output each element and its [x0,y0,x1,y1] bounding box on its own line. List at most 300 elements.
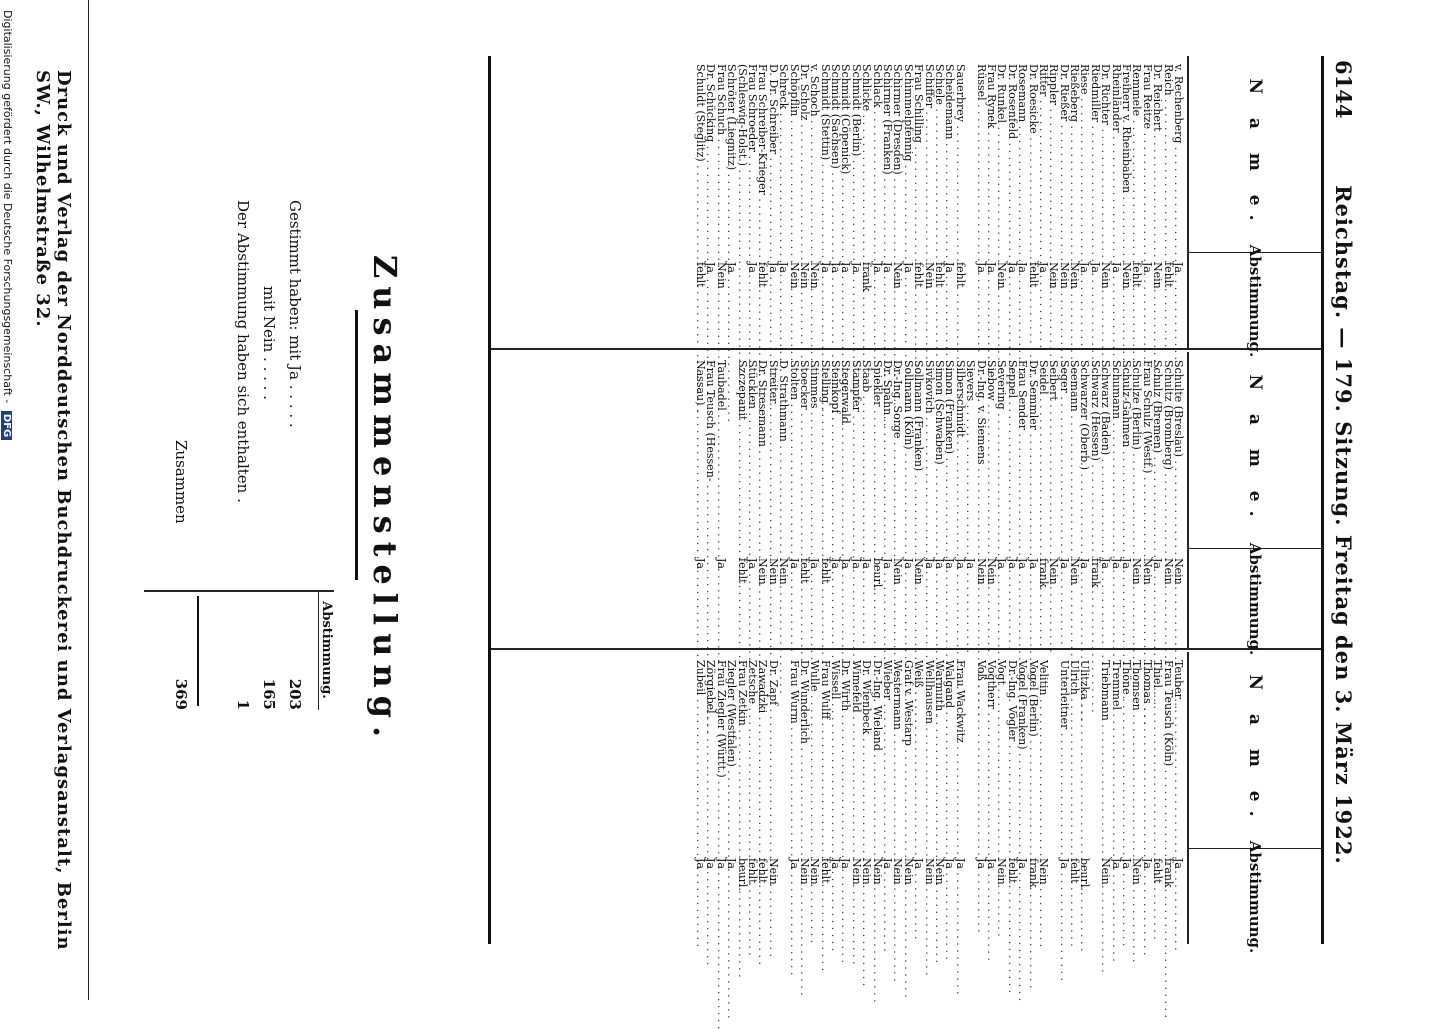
member-name: Velitin . . . [1038,660,1048,846]
member-name: Frau Ziegler (Württ.) . . . [715,660,725,846]
member-vote: fehlt [1161,262,1175,288]
member-vote: Nein [974,558,988,585]
table-row [851,56,861,348]
member-name: Dr.-Ing. Vögler . . . [1006,660,1016,846]
member-vote: Nein [756,558,770,585]
member-vote: Ja [870,262,884,273]
member-vote: fehlt [933,262,947,288]
member-vote: Nein [787,262,801,289]
member-vote: Ja [725,262,739,273]
member-name: Warmuth . . . [934,660,944,846]
page-header [1322,0,1362,1000]
member-name: Stampfer . . . [850,360,860,546]
member-name: Frau Teusch (Köln) . . . [1162,660,1172,846]
member-vote: Ja [1172,858,1185,869]
vote-header: Abstimmung. [1246,542,1264,656]
member-name: Schultz (Bromberg) . . . [1162,360,1172,546]
member-vote: Ja [1078,262,1092,273]
member-name: Simon (Schwaben) . . . [934,360,944,546]
member-vote: Ja [984,858,998,869]
member-vote: fehlt [1005,858,1019,884]
member-name: Dr.-Ing. Wieland . . . [871,660,881,846]
summary-total-rule [197,596,199,706]
member-name: Rießeberg . . . [1069,64,1079,250]
member-vote: Ja [839,558,853,569]
member-vote: Ja [704,262,718,273]
member-vote: Ja [1016,858,1030,869]
member-name: Westermann . . . [892,660,902,846]
member-name: Sievers . . . [965,360,975,546]
name-header: N a m e. [1189,56,1321,253]
member-name: Schmidt (Berlin) . . . [850,64,860,250]
member-vote: Ja [901,262,915,273]
member-vote: frank [1026,858,1040,888]
table-row [1088,56,1102,348]
member-vote: Ja [1120,858,1134,869]
member-vote: Ja [901,558,915,569]
member-vote: Ja [1005,558,1019,569]
member-name: Schlicke . . . [861,64,871,250]
summary-row-nein [258,200,278,720]
member-name: Stoecker . . . [799,360,809,546]
member-vote: Nein [1172,558,1185,585]
member-vote: Ja [777,262,791,273]
member-vote: Ja [849,558,863,569]
member-name: Szczepanit . . . [736,360,746,546]
member-name: Rippler . . . [1048,64,1058,250]
member-vote: fehlt [1026,262,1040,288]
member-name: Wellhausen . . . [923,660,933,846]
summary-row-ja [284,200,304,720]
member-name: Ulrich . . . [1069,660,1079,846]
member-vote: Ja [1109,558,1123,569]
dfg-logo: DFG [1,411,12,440]
column-header [1187,352,1321,656]
member-name: Schiffer . . . [923,64,933,250]
member-name: Dr. Zapf . . . [767,660,777,846]
table-column-2 [491,352,1321,656]
member-vote: Nein [891,262,905,289]
member-name: Dr. Wunderlich . . . [799,660,809,846]
table-row [974,56,988,348]
member-vote: Ja [953,858,967,869]
table-row [901,352,915,648]
member-name: Thöne . . . [1121,660,1131,846]
member-name: Schulze (Berlin) . . . [1131,360,1141,546]
member-name: Spiekler . . . [871,360,881,546]
member-name: Seidel . . . [1038,360,1048,546]
member-name: Schiele . . . [934,64,944,250]
member-name: Severing . . . [996,360,1006,546]
member-vote: Ja [829,558,843,569]
member-name: Zawadzki . . . [757,660,767,846]
member-name: Schulz (Bremen) . . . [1152,360,1162,546]
vote-header: Abstimmung. [1246,244,1264,358]
member-vote: fehlt [953,262,967,288]
summary-value: 1 [234,699,252,710]
member-name: Frau Schilling . . . [913,64,923,250]
table-row [851,652,861,944]
digitization-text: Digitalisierung gefördert durch die Deutsche Forschungsgemeinschaft - [1,10,14,404]
member-vote: fehlt [818,858,832,884]
member-name: D. Dr. Schreiber . . . [767,64,777,250]
member-vote: Ja [974,262,988,273]
member-name: Rüssel . . . [975,64,985,250]
member-name: Wissell . . . [830,660,840,846]
member-name: Stimmes . . . [809,360,819,546]
member-name: D. Strathmann . . . [778,360,788,546]
member-name: Dr. Schücking . . . [705,64,715,250]
member-vote: Ja [714,558,728,569]
member-name: Zörgiebel . . . [705,660,715,846]
member-vote: Ja [995,558,1009,569]
member-vote: Nein [995,262,1009,289]
member-name: Staab . . . [861,360,871,546]
member-vote: fehlt [735,558,749,584]
member-vote: Ja [1151,558,1165,569]
member-name: Voß . . . [975,660,985,846]
member-vote: Ja [745,262,759,273]
member-vote: Nein [777,558,791,585]
member-name: Dr. Wienbeck . . . [861,660,871,846]
member-vote: Ja [1140,262,1154,273]
member-vote: Ja [829,262,843,273]
member-vote: Ja [881,858,895,869]
member-vote: Nein [1047,558,1061,585]
member-name: Frau Wurm . . . [788,660,798,846]
member-vote: frank [1161,858,1175,888]
member-name: Dr. Semmler . . . [1027,360,1037,546]
member-name: Frau Reitze . . . [1141,64,1151,250]
member-name: Silberschmidt . . . [954,360,964,546]
member-name: Frau Sender . . . [1017,360,1027,546]
member-vote: fehlt [756,262,770,288]
table-row [694,56,708,348]
member-vote: Ja [725,858,739,869]
member-name: Frau Schreiber-Krieger . . . [757,64,767,250]
member-vote: Ja [766,262,780,273]
member-name: Ritter . . . [1038,64,1048,250]
member-name: Sollmann (Köln) . . . [902,360,912,546]
summary-value: 203 [286,678,304,710]
member-name: Schirmer (Franken) . . . [882,64,892,250]
member-vote: Nein [1161,558,1175,585]
table-row [735,352,749,648]
member-vote: Ja [1036,262,1050,273]
member-name: Stolten . . . [788,360,798,546]
table-row [974,652,988,944]
member-vote: Nein [995,858,1009,885]
member-name: Stegerwald . . . [840,360,850,546]
member-name: Schröter (Liegnitz) . . . [726,64,736,250]
member-name: Rosemann . . . [1017,64,1027,250]
member-vote: Ja [964,558,978,569]
row-spacer [1089,652,1099,944]
member-vote: Ja [839,858,853,869]
member-name: Frau Wulff . . . [819,660,829,846]
member-vote: Nein [808,858,822,885]
member-name: Sollmann (Franken) . . . [913,360,923,546]
member-name: Frau Wackwitz . . . [954,660,964,846]
member-vote: Ja [787,558,801,569]
member-name: Schreck . . . [778,64,788,250]
member-name: Dr. Rosenfeld . . . [1006,64,1016,250]
member-vote: Nein [870,858,884,885]
member-name: Frau Schuch . . . [715,64,725,250]
member-name: Scheidemann . . . [944,64,954,250]
member-vote: frank [1036,558,1050,588]
table-row [1088,352,1102,648]
member-vote: Ja [1057,558,1071,569]
summary-label: mit Nein . . . . . [260,286,278,400]
member-vote: fehlt [1151,858,1165,884]
row-list [695,352,1183,648]
member-vote: fehlt [694,262,708,288]
member-vote: Ja [1026,558,1040,569]
member-name: Schmidt (Cöpenick) . . . [840,64,850,250]
member-name: Vogtherr . . . [986,660,996,846]
member-name: (Schleswig-Holst.) . . . [736,64,746,250]
summary-column-header: Abstimmung. [318,590,334,710]
member-name: Unterleitner . . . [1058,660,1068,846]
member-name: Tremmel . . . [1110,660,1120,846]
member-name: Streiter . . . [767,360,777,546]
vote-table [488,56,1324,954]
member-vote: Nein [901,858,915,885]
member-vote: Nein [922,262,936,289]
summary-label: Gestimmt haben: mit Ja . . . . . [286,200,304,428]
member-name: Sivkovich . . . [923,360,933,546]
member-vote: Nein [1099,858,1113,885]
member-vote: Ja [1120,558,1134,569]
member-name: Steinkopf . . . [830,360,840,546]
member-name: v. Schoch . . . [809,64,819,250]
member-vote: Nein [1151,262,1165,289]
member-vote: frank [1088,558,1102,588]
member-name: Ulitzka . . . [1079,660,1089,846]
table-row [694,652,708,944]
member-vote: Ja [1057,858,1071,869]
member-vote: Ja [818,262,832,273]
member-vote: Ja [943,858,957,869]
table-row [1099,652,1113,944]
digitization-note [1,10,14,440]
member-vote: Nein [849,858,863,885]
row-list [695,652,1183,944]
member-name: Schwarz (Baden) . . . [1100,360,1110,546]
member-name: Dr. Runkel . . . [996,64,1006,250]
member-vote: fehlt [912,262,926,288]
member-name: Frau Schulz (Westf.) . . . [1141,360,1151,546]
member-vote: Nein [1130,558,1144,585]
member-name: Sauerbrey . . . [954,64,964,250]
member-name: Schlack . . . [871,64,881,250]
member-name: Wieber . . . [882,660,892,846]
member-name: Dr. Stresemann . . . [757,360,767,546]
member-vote: Ja [829,858,843,869]
summary-total-value: 369 [172,678,190,710]
member-vote: fehlt [745,858,759,884]
member-vote: fehlt [1068,858,1082,884]
column-header [1187,56,1321,358]
member-vote: Nein [1036,858,1050,885]
member-vote: Nein [797,262,811,289]
table-row [694,352,708,648]
member-name: Thiel . . . [1152,660,1162,846]
member-name: Nassau) . . . [695,360,705,546]
member-name: Stücklen . . . [747,360,757,546]
member-vote: Ja [974,858,988,869]
member-vote: beurl. [735,858,749,891]
member-name: Dr. Richter . . . [1100,64,1110,250]
member-name: Schimmelpfennig . . . [902,64,912,250]
member-vote: Ja [1088,262,1102,273]
summary-row-total [170,200,190,720]
member-vote: Ja [1099,558,1113,569]
member-vote: Ja [1016,262,1030,273]
row-list [695,56,1183,348]
member-vote: Ja [704,858,718,869]
member-name: Riedmiller . . . [1089,64,1099,250]
table-row [901,56,915,348]
imprint-text: Druck und Verlag der Norddeutschen Buchdruckerei und Verlagsanstalt, Berlin SW., Wilhelmstraße 32. [32,70,74,951]
member-vote: Ja [881,558,895,569]
member-name: Walgand . . . [944,660,954,846]
member-name: Vogt . . . [996,660,1006,846]
member-vote: Ja [943,558,957,569]
member-name: Riese . . . [1079,64,1089,250]
member-name: Seemann . . . [1069,360,1079,546]
member-name: Weiß . . . [913,660,923,846]
table-row [1057,652,1071,944]
column-header [1187,652,1321,954]
member-name: Frau Rynek . . . [986,64,996,250]
member-name: Seppel . . . [1006,360,1016,546]
member-name: Teuber . . . [1173,660,1183,846]
member-vote: Ja [984,262,998,273]
member-vote: Nein [797,858,811,885]
member-vote: Ja [839,262,853,273]
member-vote: Ja [714,858,728,869]
table-column-3 [491,652,1321,954]
member-name: Schumann . . . [1110,360,1120,546]
table-row [851,352,861,648]
member-name: Remmele . . . [1131,64,1141,250]
member-name: Frau Zetkin . . . [736,660,746,846]
member-name: Dr. Roesicke . . . [1027,64,1037,250]
member-vote: Nein [891,558,905,585]
member-name: Zubeil . . . [695,660,705,846]
member-name: v. Rechenberg . . . [1173,64,1183,250]
member-name: Dr. Spahn . . . [882,360,892,546]
member-name: Freiherr v. Rheinbaben . . . [1121,64,1131,250]
member-vote: Ja [694,558,708,569]
member-vote: Ja [1172,262,1185,273]
member-vote: fehlt [1130,262,1144,288]
member-vote: fehlt [797,558,811,584]
member-name: Rheinländer . . . [1110,64,1120,250]
member-name: Vogel (Franken) . . . [1017,660,1027,846]
member-name: Reich . . . [1162,64,1172,250]
member-name: Dr.-Ing. Sorge . . . [892,360,902,546]
member-vote: Nein [1130,858,1144,885]
summary-section [144,0,404,1000]
member-name: Vogel (Berlin) . . . [1027,660,1037,846]
member-vote: Ja [1078,558,1092,569]
member-vote: Nein [860,858,874,885]
member-vote: Ja [1005,262,1019,273]
member-name: Graf v. Westarp . . . [902,660,912,846]
member-name: Thomsen . . . [1131,660,1141,846]
member-vote: Nein [808,262,822,289]
member-name: Taubadel . . . [715,360,725,546]
member-name: Schmidt (Sachsen) . . . [830,64,840,250]
member-name: Thomas . . . [1141,660,1151,846]
member-vote: Ja [1016,558,1030,569]
member-name: Seger . . . [1058,360,1068,546]
member-vote: frank [860,262,874,292]
member-vote: Ja [860,558,874,569]
member-name: Stelling . . . [819,360,829,546]
summary-title: Zusammenstellung. [366,254,404,746]
member-name: Wimefeld . . . [850,660,860,846]
member-name: Schwarzer (Oberb.) . . . [1079,360,1089,546]
page-number: 6144 [1331,60,1356,119]
member-name: Seibert . . . [1048,360,1058,546]
member-vote: Ja [1109,262,1123,273]
member-vote: fehlt [818,558,832,584]
name-header: N a m e. [1189,652,1321,849]
member-vote: Ja [694,858,708,869]
member-name: Triebmann . . . [1100,660,1110,846]
member-name: Dr. Rießer . . . [1058,64,1068,250]
imprint-footer [28,0,89,1000]
member-vote: Nein [1068,558,1082,585]
table-row [787,652,801,944]
member-vote: Nein [984,558,998,585]
member-name: Frau Teusch (Hessen- . . . [705,360,715,546]
member-name: Siebow . . . [986,360,996,546]
member-vote: beurl. [1078,858,1092,891]
member-vote: Nein [1140,558,1154,585]
summary-label: Der Abstimmung haben sich enthalten . [234,200,252,503]
member-vote: Ja [1109,858,1123,869]
member-vote: Ja [849,262,863,273]
member-vote: Nein [933,858,947,885]
member-vote: Nein [912,558,926,585]
member-vote: Ja [933,558,947,569]
member-name: Wulle . . . [809,660,819,846]
member-vote: Ja [745,558,759,569]
member-vote: Ja [881,262,895,273]
member-vote: Nein [1099,262,1113,289]
member-vote: Nein [1068,262,1082,289]
summary-total-label: Zusammen [172,440,190,524]
member-vote: Nein [1057,262,1071,289]
member-vote: Ja [953,558,967,569]
member-vote: Ja [808,558,822,569]
member-name: Dr. Reichert . . . [1152,64,1162,250]
member-vote: Nein [922,858,936,885]
member-name: Dr. Scholz . . . [799,64,809,250]
table-column-1 [491,56,1321,358]
member-vote: beurl. [870,558,884,591]
member-name: Schwarz (Hessen) . . . [1089,360,1099,546]
member-name: Dr.-Ing. v. Siemens . . . [975,360,985,546]
member-vote: Nein [1120,262,1134,289]
member-name: Ziegler (Westfalen) . . . [726,660,736,846]
member-name: Schuldt (Steglitz) . . . [695,64,705,250]
